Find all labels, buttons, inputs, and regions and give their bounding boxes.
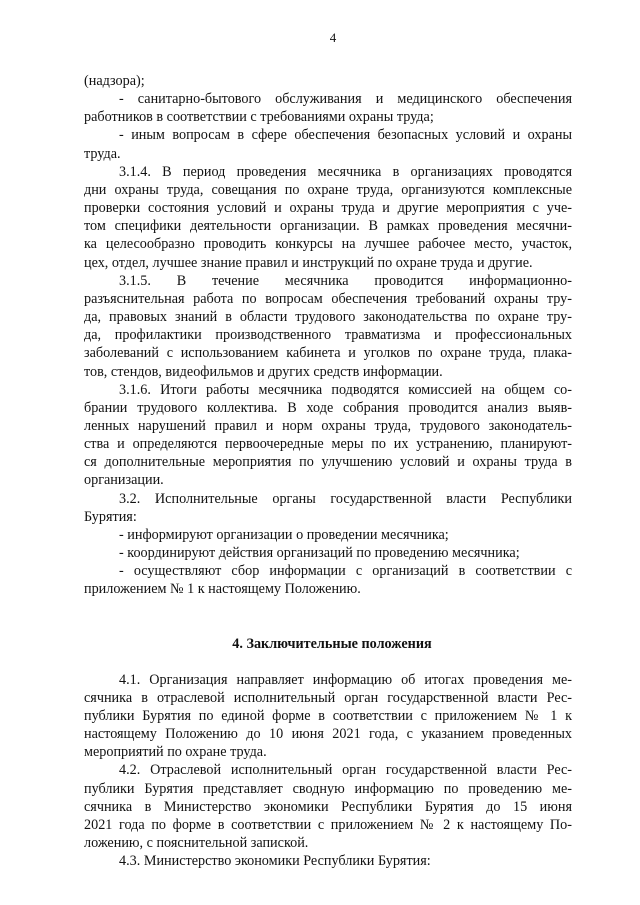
- paragraph: [84, 381, 572, 490]
- text-line: настоящему Положению до 10 июня 2021 года, с указанием проведенных: [84, 726, 572, 743]
- text-line: ка целесообразно проводить конкурсы на лучшее рабочее место, участок,: [84, 236, 572, 253]
- paragraph: [84, 671, 572, 762]
- text-line: 3.1.4. В период проведения месячника в организациях проводятся: [119, 163, 572, 180]
- paragraph: [84, 562, 572, 598]
- text-line: разъяснительная работа по вопросам обеспечения требований охраны тру-: [84, 290, 572, 307]
- paragraph: [84, 852, 572, 870]
- text-line: 4.3. Министерство экономики Республики Бурятия:: [119, 853, 431, 870]
- text-line: 3.1.5. В течение месячника проводится информационно-: [119, 272, 572, 289]
- text-line: 4.1. Организация направляет информацию об итогах проведения ме-: [119, 671, 572, 688]
- text-line: 3.2. Исполнительные органы государственной власти Республики: [119, 490, 572, 507]
- text-line: мероприятий по охране труда.: [84, 744, 267, 761]
- text-line: да, правовых знаний в области трудового законодательства по охране тру-: [84, 309, 572, 326]
- text-line: - информируют организации о проведении месячника;: [119, 526, 449, 543]
- paragraph: [84, 544, 572, 562]
- text-line: тов, стендов, видеофильмов и других средств информации.: [84, 363, 443, 380]
- section-heading: 4. Заключительные положения: [232, 635, 432, 652]
- text-line: публики Бурятия представляет сводную информацию по проведению ме-: [84, 780, 572, 797]
- paragraph: [84, 761, 572, 852]
- text-line: ложению, с пояснительной запиской.: [84, 835, 309, 852]
- paragraph: [84, 490, 572, 526]
- text-line: - осуществляют сбор информации с организаций в соответствии с: [119, 563, 572, 580]
- text-line: 3.1.6. Итоги работы месячника подводятся комиссией на общем со-: [119, 381, 572, 398]
- paragraph: [84, 90, 572, 126]
- text-line: - санитарно-бытового обслуживания и медицинского обеспечения: [119, 91, 572, 108]
- text-line: сячника в отраслевой исполнительный орган государственной власти Рес-: [84, 689, 572, 706]
- text-line: - координируют действия организаций по проведению месячника;: [119, 545, 520, 562]
- text-line: том специфики деятельности организации. В рамках проведения месячни-: [84, 218, 572, 235]
- text-line: публики Бурятия по единой форме в соответствии с приложением № 1 к: [84, 708, 572, 724]
- document-page: [84, 28, 572, 870]
- text-line: дни охраны труда, совещания по охране труда, организуются комплексные: [84, 181, 572, 198]
- paragraph: [84, 526, 572, 544]
- paragraph: [84, 72, 572, 90]
- text-line: заболеваний с использованием кабинета и уголков по охране труда, плака-: [84, 345, 572, 362]
- paragraph: [84, 163, 572, 272]
- paragraph: [84, 126, 572, 162]
- paragraph: [84, 272, 572, 381]
- text-line: ства и определяются первоочередные меры по их устранению, планируют-: [84, 436, 572, 453]
- text-line: организации.: [84, 472, 164, 489]
- body-text-after-heading: [84, 671, 572, 871]
- text-line: (надзора);: [84, 73, 145, 89]
- text-line: приложением № 1 к настоящему Положению.: [84, 581, 361, 598]
- text-line: 4.2. Отраслевой исполнительный орган государственной власти Рес-: [119, 762, 572, 779]
- page-number: 4: [329, 30, 337, 45]
- text-line: брании трудового коллектива. В ходе собрания проводится анализ выяв-: [84, 399, 572, 416]
- text-line: Бурятия:: [84, 508, 137, 525]
- body-text-before-heading: [84, 72, 572, 599]
- text-line: да, профилактики производственного травматизма и профессиональных: [84, 327, 572, 344]
- text-line: 2021 года по форме в соответствии с приложением № 2 к настоящему По-: [84, 816, 572, 833]
- text-line: цех, отдел, лучшее знание правил и инструкций по охране труда и другие.: [84, 254, 533, 271]
- text-line: проверки состояния условий и охраны труда и другие мероприятия с уче-: [84, 200, 572, 217]
- text-line: - иным вопросам в сфере обеспечения безопасных условий и охраны: [119, 127, 572, 144]
- text-line: труда.: [84, 145, 121, 162]
- text-line: ся дополнительные мероприятия по улучшению условий и охраны труда в: [84, 454, 572, 471]
- text-line: ленных нарушений правил и норм охраны труда, трудового законодатель-: [84, 417, 572, 434]
- text-line: работников в соответствии с требованиями охраны труда;: [84, 109, 434, 126]
- text-line: сячника в Министерство экономики Республики Бурятия до 15 июня: [84, 798, 572, 815]
